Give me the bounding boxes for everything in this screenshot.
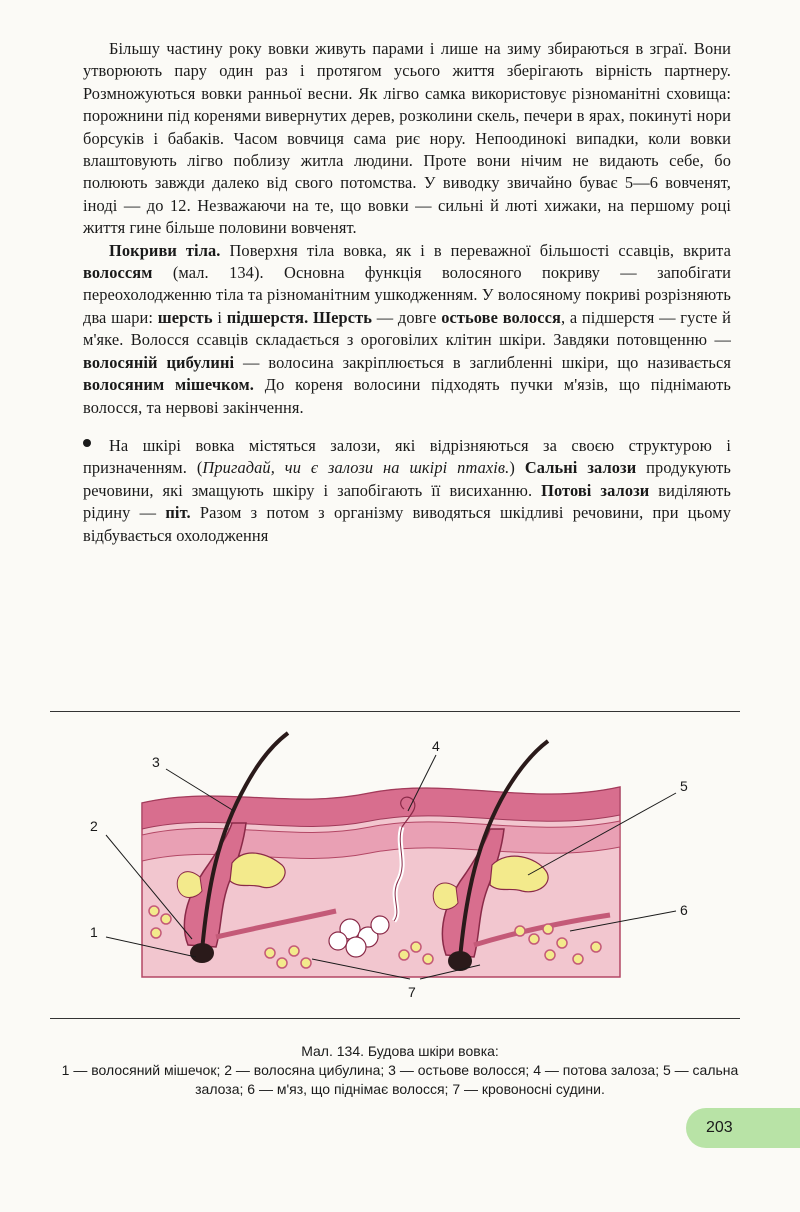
vessel [543,924,553,934]
vessel [557,938,567,948]
vessel [161,914,171,924]
paragraph-glands [83,435,731,547]
text-span: , а підшерстя — густе й м'яке. Волосся ссавців складається з ороговілих клітин шкіри. Завдяки потовщенню — [83,307,731,350]
text-span: і [212,307,227,327]
text-span: виділяють рідину — [83,480,731,523]
label-7: 7 [408,984,416,1000]
text-span: На шкірі вовка містяться залози, які відрізняються за своєю структурою і призначенням. ( [83,435,731,478]
text-span: (мал. 134). Основна функція волосяного покриву — запобігати переохолодженню тіла та різноманітним ушкодженням. У волосяному покриві розрізняють два шари: [83,263,731,327]
figure-caption [50,1042,750,1099]
term-guard-hair: остьове волосся [441,307,561,327]
text-span: ) [509,458,525,478]
caption-title: Мал. 134. Будова шкіри вовка: [301,1043,499,1059]
left-gland-fat [177,872,202,898]
vessel [545,950,555,960]
term-undercoat: підшерстя. [226,307,309,327]
paragraph-wolves-family: Більшу частину року вовки живуть парами і лише на зиму збираються в зграї. Вони утворюють пару один раз і протягом усього життя зберігають вірність партнеру. Розмножуються вовки ранньої весни. Як лігво самка використовує різноманітні сховища: порожнини під коренями вивернутих дерев, розколини скель, печери в ярах, покинуті нори борсуків і бабаків. Часом вовчиця сама риє нору. Непоодинокі випадки, коли вовки влаштовують лігво поблизу житла людини. Проте вони нічим не видають себе, бо полюють завжди далеко від свого потомства. У виводку звичайно буває 5—6 вовченят, іноді — до 12. Незважаючи на те, що вовки — сильні й люті хижаки, на першому році життя гине більше половини вовченят. [83,39,731,238]
term-hair-follicle: волосяним мішечком. [83,375,254,395]
text-span: До кореня волосини підходять пучки м'язів, що піднімають волосся, та нервові закінчення. [83,375,731,417]
term-sweat-glands: Потові залози [541,480,650,500]
coil-ring [329,932,347,950]
vessel [423,954,433,964]
term-wool: шерсть [157,307,213,327]
term-sebaceous-glands: Сальні залози [524,458,637,478]
main-text [83,38,731,547]
vessel [591,942,601,952]
vessel [277,958,287,968]
vessel [411,942,421,952]
vessel [515,926,525,936]
text-span: — довге [372,307,442,327]
vessel [149,906,159,916]
text-span: — волосина закріплюється в заглибленні шкіри, що називається [234,352,731,372]
vessel [151,928,161,938]
question-italic: Пригадай, чи є залози на шкірі птахів. [202,458,510,478]
text-span: Разом з потом з організму виводяться шкідливі речовини, при цьому відбувається охолодження [83,503,731,545]
caption-legend: 1 — волосяний мішечок; 2 — волосяна цибулина; 3 — остьове волосся; 4 — потова залоза; 5 — сальна залоза; 6 — м'яз, що піднімає волосся; 7 — кровоносні судини. [61,1062,739,1097]
coil-ring [346,937,366,957]
figure-top-rule [50,711,740,712]
vessel [573,954,583,964]
term-hair: волоссям [83,263,153,283]
vessel [265,948,275,958]
vessel [289,946,299,956]
text-span: Поверхня тіла вовка, як і в переважної більшості ссавців, вкрита [220,240,731,260]
label-5: 5 [680,778,688,794]
label-6: 6 [680,902,688,918]
skin-structure-figure [50,715,740,1015]
vessel [529,934,539,944]
label-2: 2 [90,818,98,834]
term-sweat: піт. [165,503,191,523]
vessel [399,950,409,960]
label-1: 1 [90,924,98,940]
label-4: 4 [432,738,440,754]
term-hair-bulb: волосяній цибулині [83,352,235,372]
heading-body-covering: Покриви тіла. [109,240,221,260]
term-wool-2: Шерсть [313,307,372,327]
right-gland-fat [433,883,458,910]
paragraph-body-covering [83,240,731,419]
coil-ring [371,916,389,934]
bullet-icon [83,439,91,447]
vessel [301,958,311,968]
page-number: 203 [686,1108,800,1148]
label-3: 3 [152,754,160,770]
text-span: продукують речовини, які змащують шкіру і запобігають її висиханню. [83,458,732,500]
figure-bottom-rule [50,1018,740,1019]
